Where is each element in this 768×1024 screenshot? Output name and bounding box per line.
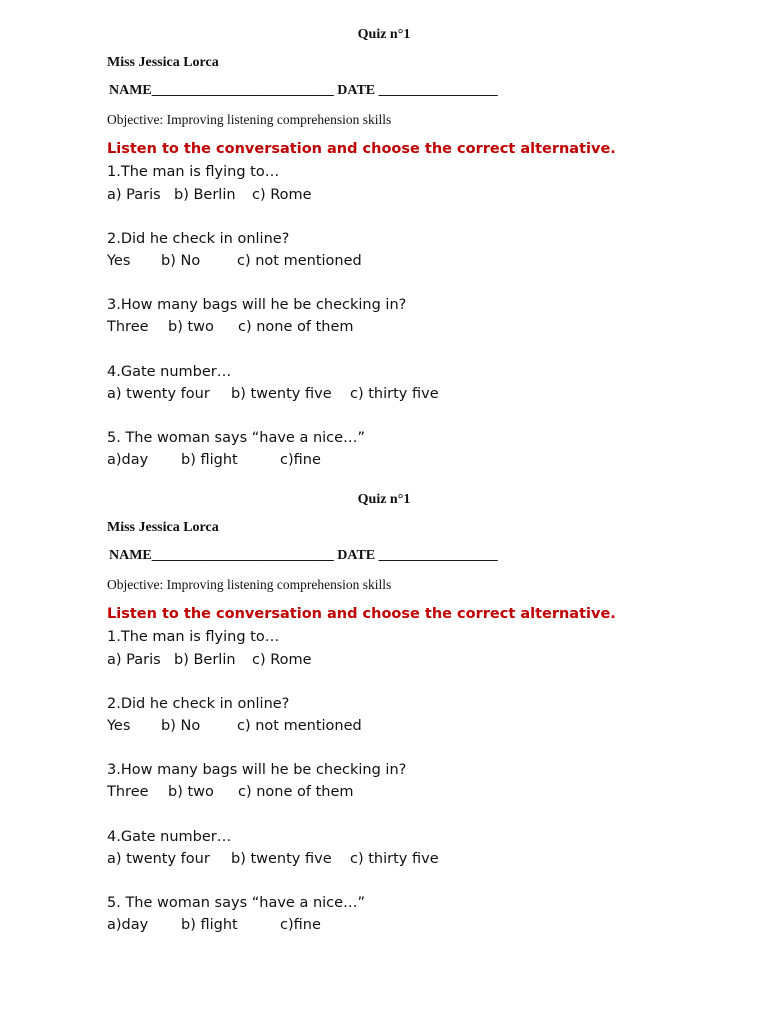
question-text: 5. The woman says “have a nice…” (107, 895, 366, 911)
option: b) flight (181, 452, 238, 468)
option: a) Paris (107, 652, 161, 668)
question-text: 1.The man is flying to… (107, 164, 280, 180)
question-text: 4.Gate number… (107, 364, 232, 380)
option: c) not mentioned (237, 253, 362, 269)
objective-text: Objective: Improving listening comprehension skills (107, 112, 392, 127)
option: c) none of them (238, 784, 354, 800)
quiz-title: Quiz n°1 (357, 27, 411, 42)
quiz-title: Quiz n°1 (357, 492, 411, 507)
teacher-name: Miss Jessica Lorca (107, 55, 219, 70)
option: a) twenty four (107, 386, 210, 402)
option: Three (107, 319, 149, 335)
option: c)fine (280, 917, 321, 933)
option: Three (107, 784, 149, 800)
teacher-name: Miss Jessica Lorca (107, 520, 219, 535)
quiz-block (0, 465, 768, 933)
option: b) two (168, 319, 214, 335)
question-text: 4.Gate number… (107, 829, 232, 845)
option: b) Berlin (174, 652, 236, 668)
question-text: 3.How many bags will he be checking in? (107, 297, 407, 313)
option: a) Paris (107, 187, 161, 203)
question-text: 1.The man is flying to… (107, 629, 280, 645)
quiz-block (0, 0, 768, 468)
option: Yes (107, 253, 131, 269)
instruction-text: Listen to the conversation and choose the correct alternative. (107, 606, 616, 622)
option: Yes (107, 718, 131, 734)
option: b) twenty five (231, 851, 332, 867)
name-date-line: NAME__________________________ DATE _________________ (109, 548, 498, 563)
option: a)day (107, 917, 149, 933)
objective-text: Objective: Improving listening comprehension skills (107, 577, 392, 592)
option: b) No (161, 253, 201, 269)
name-date-line: NAME__________________________ DATE _________________ (109, 83, 498, 98)
option: b) two (168, 784, 214, 800)
option: c) Rome (252, 652, 312, 668)
option: c)fine (280, 452, 321, 468)
option: c) Rome (252, 187, 312, 203)
option: c) thirty five (350, 386, 439, 402)
question-text: 5. The woman says “have a nice…” (107, 430, 366, 446)
option: b) Berlin (174, 187, 236, 203)
option: b) No (161, 718, 201, 734)
question-text: 2.Did he check in online? (107, 696, 290, 712)
option: c) thirty five (350, 851, 439, 867)
option: b) twenty five (231, 386, 332, 402)
option: a) twenty four (107, 851, 210, 867)
option: b) flight (181, 917, 238, 933)
question-text: 2.Did he check in online? (107, 231, 290, 247)
option: c) none of them (238, 319, 354, 335)
option: a)day (107, 452, 149, 468)
option: c) not mentioned (237, 718, 362, 734)
question-text: 3.How many bags will he be checking in? (107, 762, 407, 778)
instruction-text: Listen to the conversation and choose the correct alternative. (107, 141, 616, 157)
